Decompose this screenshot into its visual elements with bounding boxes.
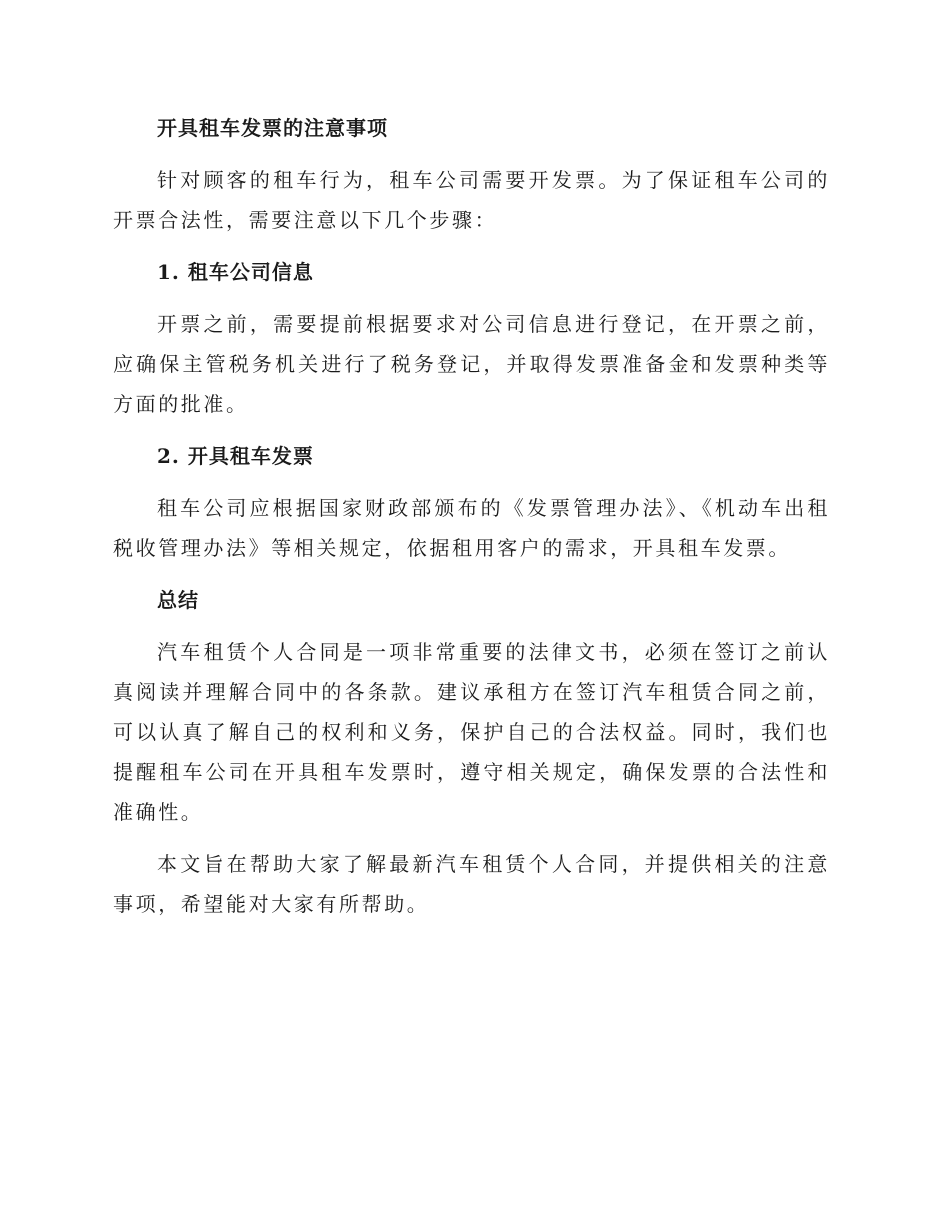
section-heading-company-info: 1. 租车公司信息	[157, 260, 314, 284]
document-body	[113, 108, 830, 924]
paragraph-summary: 汽车租赁个人合同是一项非常重要的法律文书，必须在签订之前认真阅读并理解合同中的各条款。建议承租方在签订汽车租赁合同之前，可以认真了解自己的权利和义务，保护自己的合法权益。同时，我们也提醒租车公司在开具租车发票时，遵守相关规定，确保发票的合法性和准确性。	[113, 640, 830, 824]
paragraph-invoice-intro: 针对顾客的租车行为，租车公司需要开发票。为了保证租车公司的开票合法性，需要注意以下几个步骤：	[113, 168, 830, 232]
section-heading-invoice-notes: 开具租车发票的注意事项	[157, 116, 388, 140]
paragraph-issue-invoice: 租车公司应根据国家财政部颁布的《发票管理办法》、《机动车出租税收管理办法》等相关规定，依据租用客户的需求，开具租车发票。	[113, 496, 830, 560]
section-heading-issue-invoice: 2. 开具租车发票	[157, 444, 314, 468]
paragraph-company-info: 开票之前，需要提前根据要求对公司信息进行登记，在开票之前，应确保主管税务机关进行了税务登记，并取得发票准备金和发票种类等方面的批准。	[113, 312, 830, 416]
paragraph-closing: 本文旨在帮助大家了解最新汽车租赁个人合同，并提供相关的注意事项，希望能对大家有所帮助。	[113, 852, 830, 916]
section-heading-summary: 总结	[157, 588, 199, 612]
